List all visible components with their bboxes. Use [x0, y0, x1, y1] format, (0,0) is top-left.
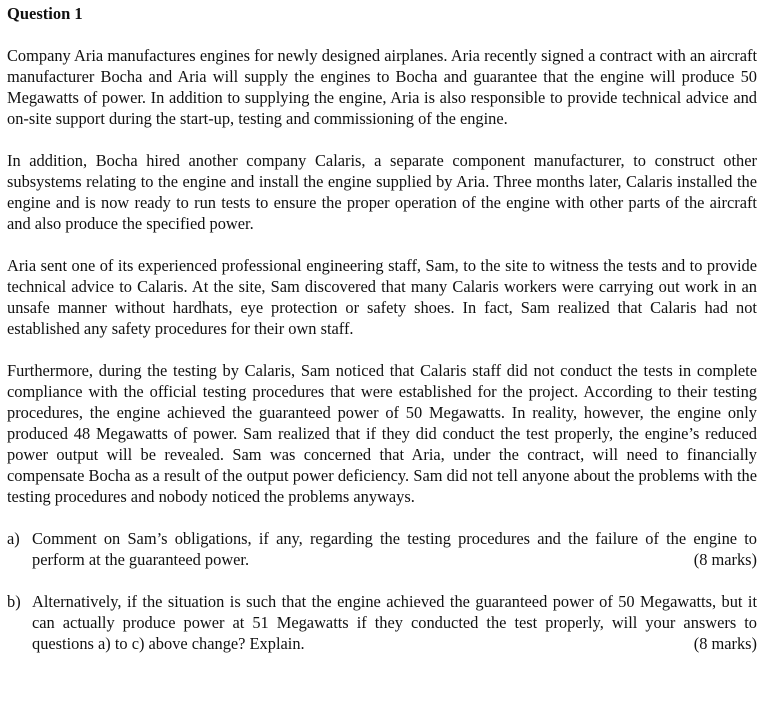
sub-question-b-body — [32, 591, 757, 654]
sub-question-b — [7, 591, 757, 654]
question-heading: Question 1 — [7, 4, 83, 23]
paragraph-testing: Furthermore, during the testing by Calaris, Sam noticed that Calaris staff did not conduct the tests in complete compliance with the official testing procedures that were established for the project. According to their testing procedures, the engine achieved the guaranteed power of 50 Megawatts. In reality, however, the engine only produced 48 Megawatts of power. Sam realized that if they did conduct the test properly, the engine’s reduced power output will be revealed. Sam was concerned that Aria, under the contract, will need to financially compensate Bocha as a result of the output power deficiency. Sam did not tell anyone about the problems with the testing procedures and nobody noticed the problems anyways. — [7, 361, 757, 506]
paragraph-contract: Company Aria manufactures engines for newly designed airplanes. Aria recently signed a contract with an aircraft manufacturer Bocha and Aria will supply the engines to Bocha and guarantee that the engine will produce 50 Megawatts of power. In addition to supplying the engine, Aria is also responsible to provide technical advice and on-site support during the start-up, testing and commissioning of the engine. — [7, 46, 757, 128]
sub-question-b-letter: b) — [7, 592, 21, 611]
sub-question-a-letter: a) — [7, 529, 20, 548]
sub-question-b-marks: (8 marks) — [693, 634, 757, 653]
sub-question-a — [7, 528, 757, 570]
sub-question-a-text: Comment on Sam’s obligations, if any, regarding the testing procedures and the failure of the engine to perform at the guaranteed power. — [32, 529, 757, 569]
sub-question-b-text: Alternatively, if the situation is such that the engine achieved the guaranteed power of 50 Megawatts, but it can actually produce power at 51 Megawatts if they conducted the test properly, will your answers to questions a) to c) above change? Explain. — [32, 592, 757, 653]
paragraph-calaris: In addition, Bocha hired another company Calaris, a separate component manufacturer, to construct other subsystems relating to the engine and install the engine supplied by Aria. Three months later, Calaris installed the engine and is now ready to run tests to ensure the proper operation of the engine with other parts of the aircraft and also produce the specified power. — [7, 151, 757, 233]
paragraph-site-visit: Aria sent one of its experienced professional engineering staff, Sam, to the site to witness the tests and to provide technical advice to Calaris. At the site, Sam discovered that many Calaris workers were carrying out work in an unsafe manner without hardhats, eye protection or safety shoes. In fact, Sam realized that Calaris had not established any safety procedures for their own staff. — [7, 256, 757, 338]
sub-question-a-body — [32, 528, 757, 570]
sub-question-a-marks: (8 marks) — [693, 550, 757, 569]
